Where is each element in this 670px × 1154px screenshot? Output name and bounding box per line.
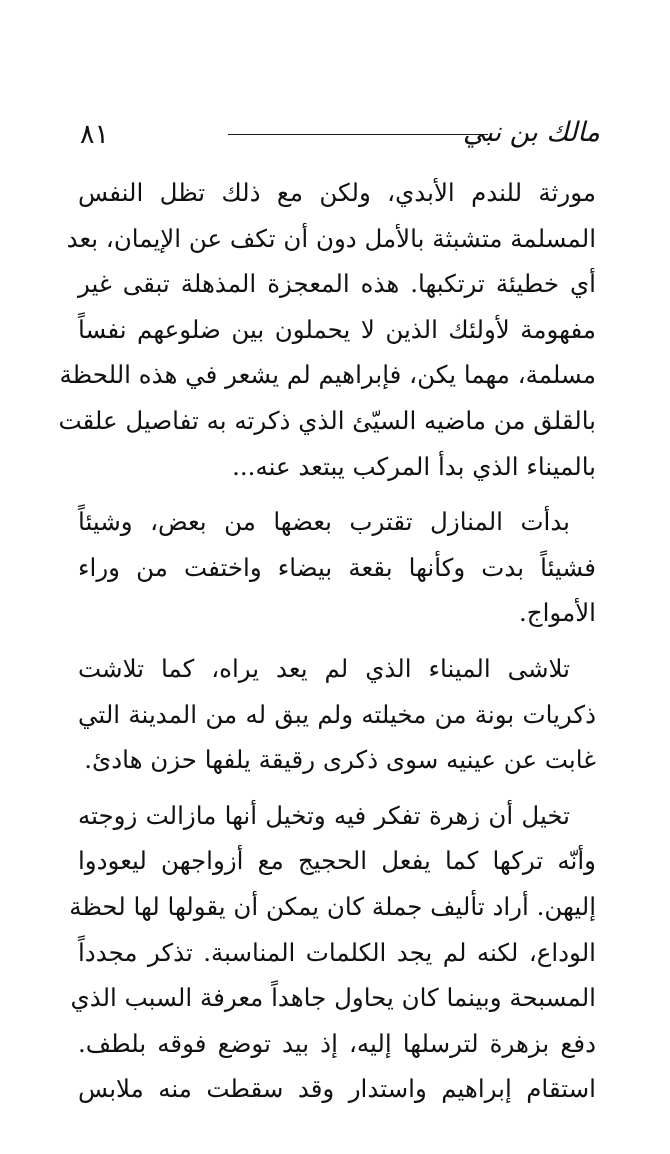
text-line: غابت عن عينيه سوى ذكرى رقيقة يلفها حزن هادئ. <box>84 745 596 775</box>
text-line: استقام إبراهيم واستدار وقد سقطت منه ملابس <box>78 1074 596 1104</box>
text-line: وأنّه تركها كما يفعل الحجيج مع أزواجهن ليعودوا <box>78 846 596 876</box>
running-header-author: مالك بن نبي <box>462 117 600 148</box>
body-text <box>58 170 596 1122</box>
text-line: مورثة للندم الأبدي، ولكن مع ذلك تظل النفس <box>78 178 596 207</box>
text-line: تخيل أن زهرة تفكر فيه وتخيل أنها مازالت زوجته <box>78 800 570 830</box>
paragraph-4 <box>69 793 596 1112</box>
text-line: بالميناء الذي بدأ المركب يبتعد عنه... <box>232 451 596 481</box>
text-line: الوداع، لكنه لم يجد الكلمات المناسبة. تذكر مجدداً <box>78 937 596 967</box>
text-line: إليهن. أراد تأليف جملة كان يمكن أن يقولها لها لحظة <box>69 891 596 921</box>
text-line: فشيئاً بدت وكأنها بقعة بيضاء واختفت من وراء <box>78 552 596 582</box>
paragraph-2 <box>78 499 596 636</box>
text-line: دفع بزهرة لترسلها إليه، إذ بيد توضع فوقه بلطف. <box>78 1028 596 1058</box>
running-header <box>80 112 600 156</box>
text-line: بدأت المنازل تقترب بعضها من بعض، وشيئاً <box>78 507 570 537</box>
text-line: المسبحة وبينما كان يحاول جاهداً معرفة السبب الذي <box>70 983 596 1013</box>
text-line: بالقلق من ماضيه السيّئ الذي ذكرته به تفاصيل علقت <box>58 405 596 435</box>
text-line: المسلمة متشبثة بالأمل دون أن تكف عن الإيمان، بعد <box>66 223 596 253</box>
text-line: مسلمة، مهما يكن، فإبراهيم لم يشعر في هذه اللحظة <box>59 360 596 390</box>
header-rule <box>228 134 488 135</box>
paragraph-3 <box>78 646 596 783</box>
text-line: الأمواج. <box>519 598 596 628</box>
text-line: ذكريات بونة من مخيلته ولم يبق له من المدينة التي <box>78 699 596 729</box>
text-line: تلاشى الميناء الذي لم يعد يراه، كما تلاشت <box>78 653 570 683</box>
paragraph-1 <box>58 170 596 489</box>
text-line: مفهومة لأولئك الذين لا يحملون بين ضلوعهم نفساً <box>78 314 596 344</box>
page-number: ٨١ <box>80 119 110 150</box>
text-line: أي خطيئة ترتكبها. هذه المعجزة المذهلة تبقى غير <box>78 269 596 299</box>
